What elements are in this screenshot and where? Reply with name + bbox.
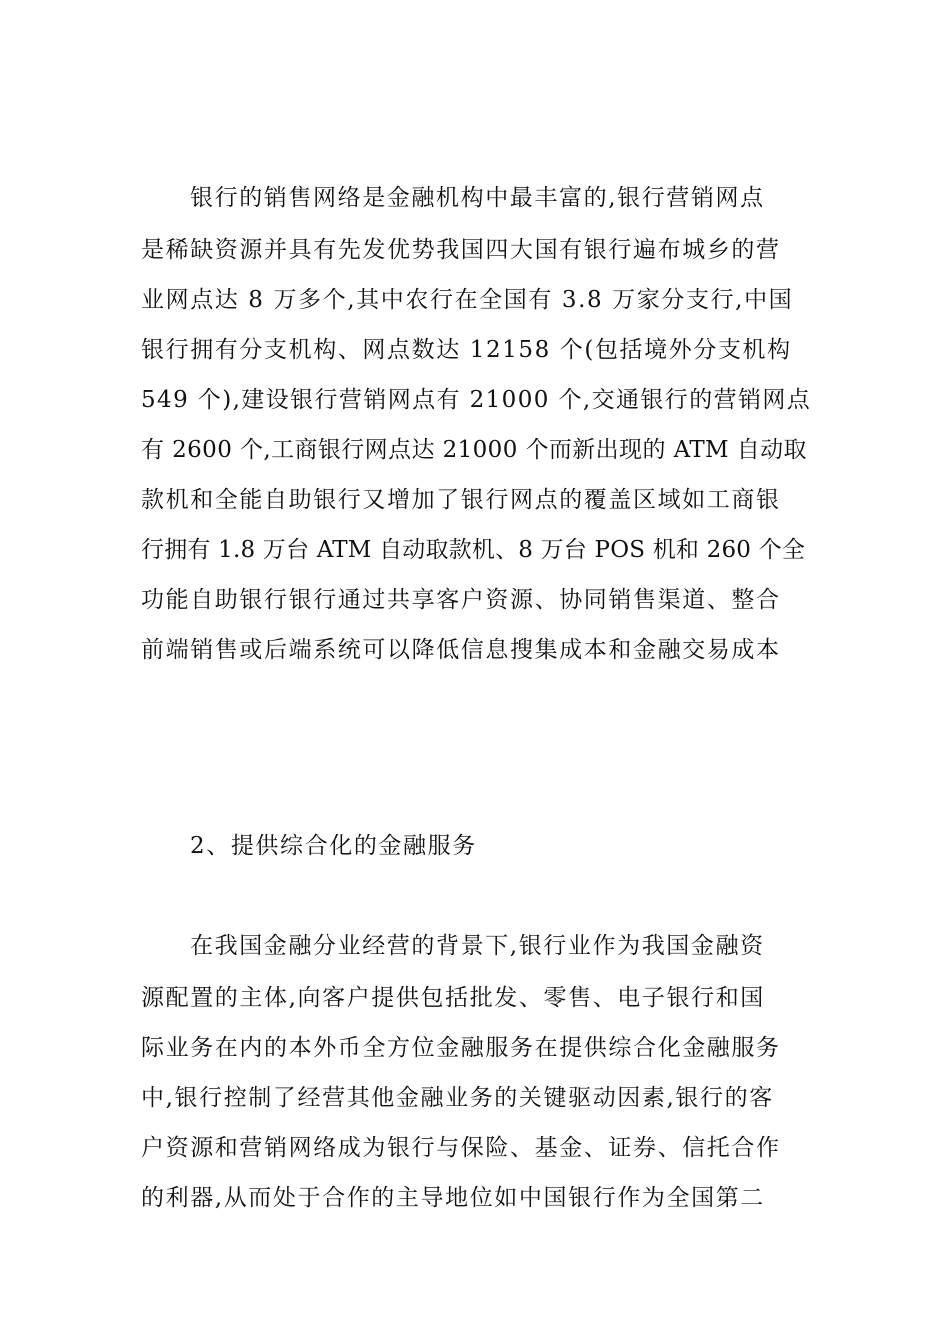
paragraph-2-line-5: 户资源和营销网络成为银行与保险、基金、证券、信托合作 (141, 1135, 781, 1161)
paragraph-1-line-9: 功能自助银行银行通过共享客户资源、协同销售渠道、整合 (141, 587, 781, 613)
paragraph-2-line-2: 源配置的主体,向客户提供包括批发、零售、电子银行和国 (141, 985, 765, 1011)
paragraph-2-line-6: 的利器,从而处于合作的主导地位如中国银行作为全国第二 (141, 1185, 765, 1211)
paragraph-1-line-8: 行拥有 1.8 万台 ATM 自动取款机、8 万台 POS 机和 260 个全 (141, 537, 806, 563)
paragraph-1-line-10: 前端销售或后端系统可以降低信息搜集成本和金融交易成本 (141, 637, 781, 663)
paragraph-1-line-7: 款机和全能自助银行又增加了银行网点的覆盖区域如工商银 (141, 487, 781, 513)
paragraph-1-line-6: 有 2600 个,工商银行网点达 21000 个而新出现的 ATM 自动取 (141, 437, 807, 463)
paragraph-1-line-4: 银行拥有分支机构、网点数达 12158 个(包括境外分支机构 (141, 337, 792, 363)
paragraph-2-line-1: 在我国金融分业经营的背景下,银行业作为我国金融资 (190, 933, 765, 959)
paragraph-2-line-4: 中,银行控制了经营其他金融业务的关键驱动因素,银行的客 (141, 1085, 774, 1111)
section-heading: 2、提供综合化的金融服务 (190, 833, 477, 859)
paragraph-1-line-3: 业网点达 8 万多个,其中农行在全国有 3.8 万家分支行,中国 (141, 287, 794, 313)
paragraph-1-line-2: 是稀缺资源并具有先发优势我国四大国有银行遍布城乡的营 (141, 237, 781, 263)
paragraph-1-line-5: 549 个),建设银行营销网点有 21000 个,交通银行的营销网点 (141, 387, 812, 413)
paragraph-2-line-3: 际业务在内的本外币全方位金融服务在提供综合化金融服务 (141, 1035, 781, 1061)
paragraph-1-line-1: 银行的销售网络是金融机构中最丰富的,银行营销网点 (190, 185, 765, 211)
